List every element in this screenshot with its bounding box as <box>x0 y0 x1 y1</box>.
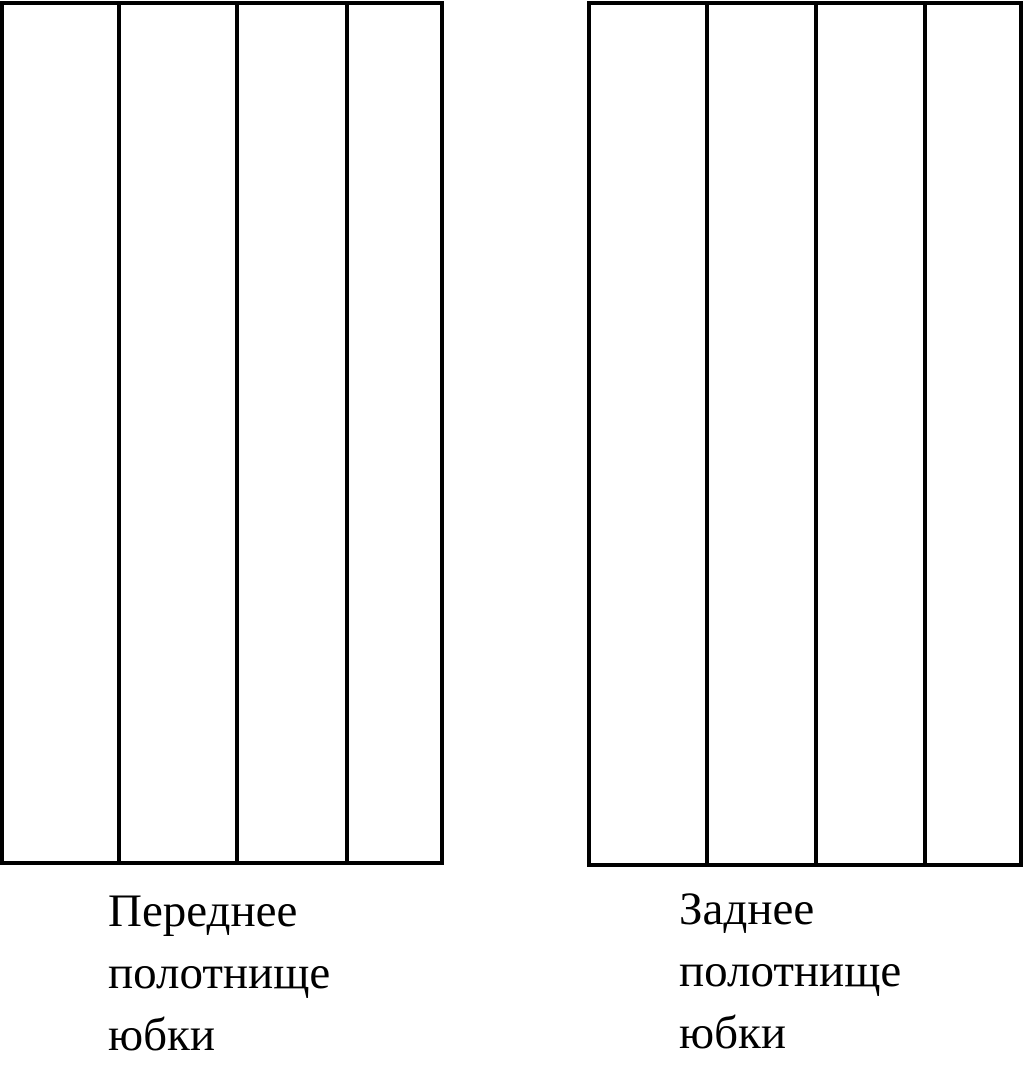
front-panel-caption <box>108 880 330 1066</box>
back-panel-caption <box>679 878 901 1064</box>
front-panel-outline <box>2 3 442 863</box>
back-panel-caption-line-2: полотнище <box>679 945 902 997</box>
front-panel-caption-line-1: Переднее <box>108 885 298 937</box>
front-panel-caption-line-2: полотнище <box>108 947 331 999</box>
front-panel-caption-line-3: юбки <box>108 1009 216 1061</box>
back-panel <box>589 3 1021 865</box>
back-panel-caption-line-1: Заднее <box>679 883 815 935</box>
front-panel <box>2 3 442 863</box>
back-panel-caption-line-3: юбки <box>679 1007 787 1059</box>
back-panel-outline <box>589 3 1021 865</box>
